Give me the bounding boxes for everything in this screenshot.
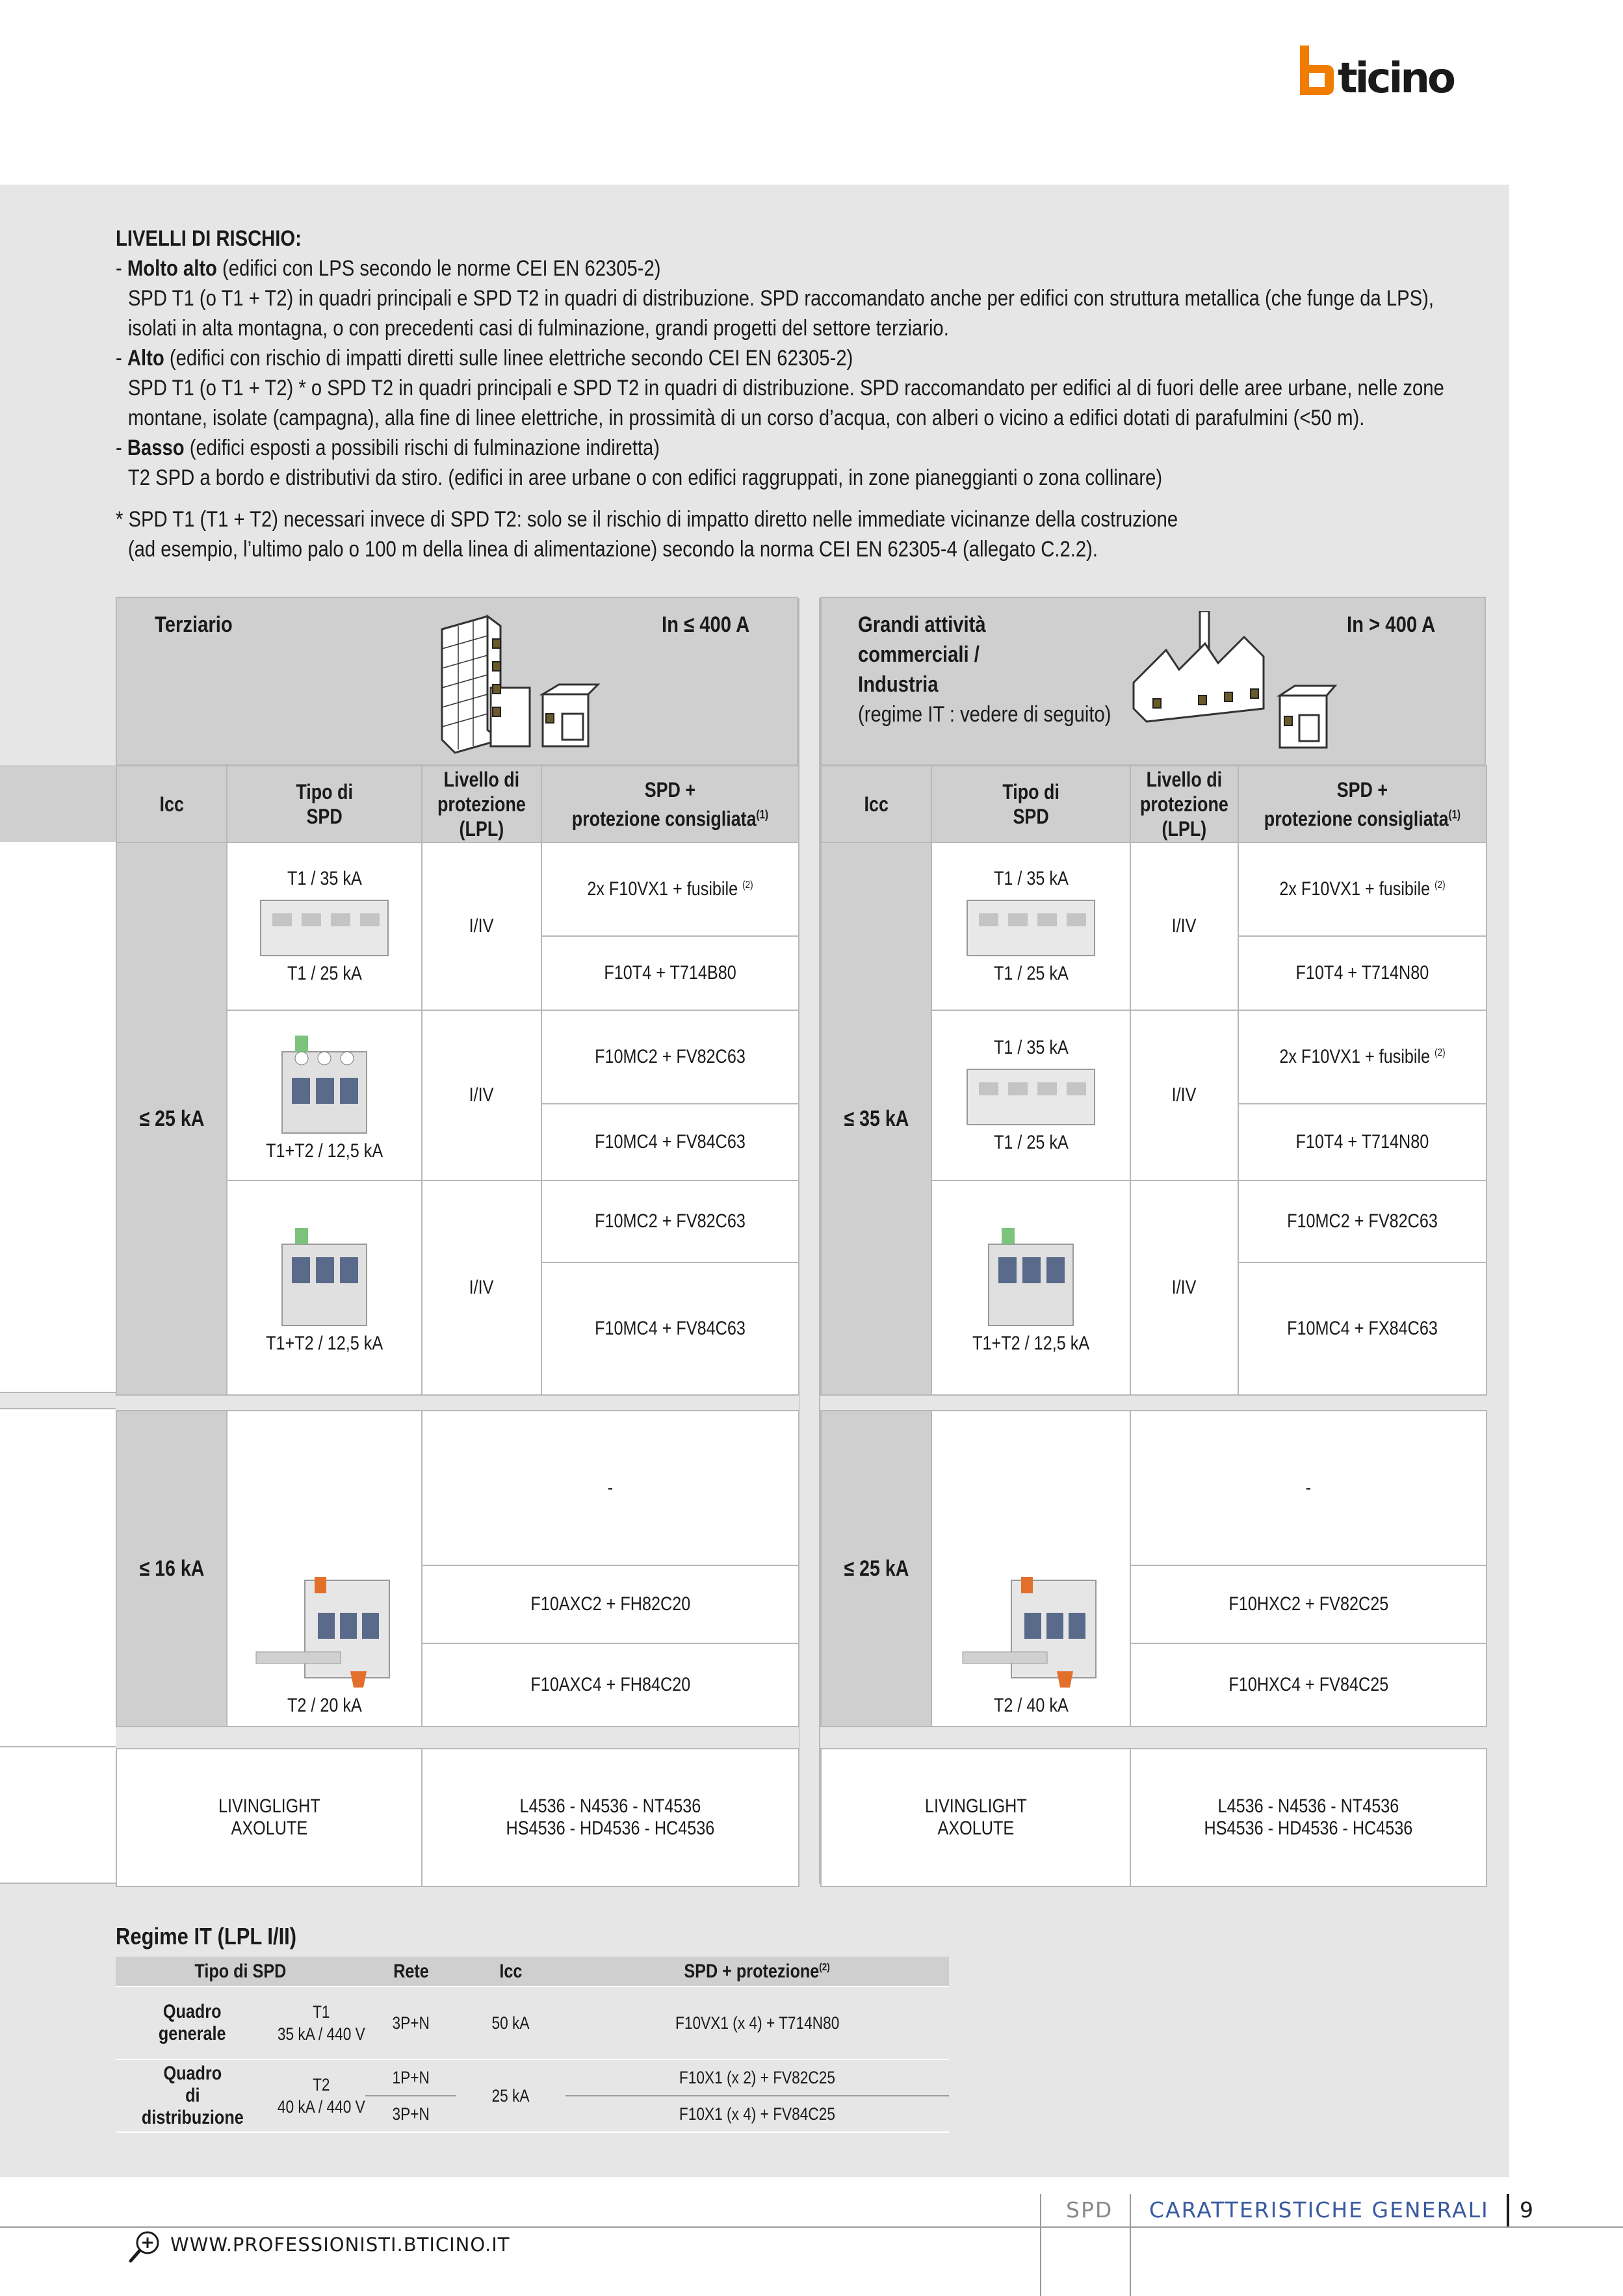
row-text: T2 <box>313 2075 330 2094</box>
spd-product: - <box>607 1477 614 1498</box>
col-text: Tipo di <box>296 780 353 803</box>
icc-cell <box>821 842 931 1395</box>
spd-type: T1 / 25 kA <box>993 963 1069 984</box>
spd-product-cell <box>422 1565 799 1643</box>
terziario-table <box>116 765 799 1887</box>
col-sup: (2) <box>819 1961 831 1973</box>
spd-t1t2-device-icon <box>276 1225 373 1329</box>
grandi-table <box>820 765 1487 1887</box>
regime-col-label: Icc <box>499 1960 523 1982</box>
row-gap <box>116 1727 799 1749</box>
risk-low-label: Basso <box>127 436 185 460</box>
product-sup: (2) <box>1435 1047 1446 1058</box>
dash: - <box>116 256 127 281</box>
col-tipo <box>227 766 422 842</box>
col-livello <box>1130 766 1238 842</box>
footer-divider <box>0 2226 1623 2228</box>
grandi-header <box>820 597 1486 766</box>
spd-product: F10MC2 + FV82C63 <box>1287 1210 1438 1232</box>
series-text: LIVINGLIGHT <box>218 1795 320 1817</box>
regime-col-spd <box>565 1957 949 1987</box>
spd-type: T1 / 35 kA <box>287 868 362 889</box>
footer-separator <box>1507 2194 1509 2226</box>
col-icc <box>821 766 931 842</box>
regime-col-rete <box>365 1957 456 1987</box>
spd-type: T1 / 25 kA <box>993 1132 1069 1153</box>
regime-title: Regime IT (LPL I/II) <box>116 1923 297 1950</box>
icc-cell <box>116 842 227 1395</box>
spd-t1t2-device-icon <box>982 1225 1080 1329</box>
grandi-title-line: commerciali / <box>858 642 980 667</box>
product-text: 2x F10VX1 + fusibile <box>1279 1046 1431 1067</box>
spd-type-cell <box>931 1181 1130 1395</box>
spd-product-cell <box>1130 1643 1487 1727</box>
spd-product: - <box>1305 1477 1312 1498</box>
series-text: AXOLUTE <box>937 1818 1014 1839</box>
col-icc-label: Icc <box>159 792 184 816</box>
col-text: SPD + protezione <box>684 1960 820 1982</box>
spd-product-cell <box>1130 1565 1487 1643</box>
regime-rete <box>365 1987 456 2059</box>
regime-rete <box>365 2059 456 2096</box>
col-spd <box>541 766 799 842</box>
regime-col-label <box>684 1961 830 1983</box>
lpl-value: I/IV <box>469 1084 494 1106</box>
lpl-value: I/IV <box>1172 1277 1197 1298</box>
spd-type: T1 / 35 kA <box>993 868 1069 889</box>
regime-table <box>116 1957 949 2133</box>
icc-cell <box>821 1411 931 1727</box>
regime-row-label <box>116 1987 269 2059</box>
series-products-cell <box>1130 1749 1487 1886</box>
regime-spd <box>565 2096 949 2132</box>
footer-separator <box>1040 2194 1041 2296</box>
spd-product: F10MC4 + FV84C63 <box>595 1318 746 1339</box>
series <box>925 1795 1027 1840</box>
spd-product-cell <box>541 1010 799 1104</box>
series-products <box>1204 1795 1413 1840</box>
spd-type-cell <box>931 1411 1130 1727</box>
col-text: protezione <box>1140 792 1228 816</box>
spd-product-cell <box>1238 936 1487 1010</box>
col-text: (LPL) <box>459 817 504 841</box>
regime-type-text <box>278 2001 365 2045</box>
col-text: SPD + <box>1336 777 1388 802</box>
row-strip <box>0 1408 116 1747</box>
spd-type: T1 / 35 kA <box>993 1037 1069 1058</box>
col-text: protezione consigliata <box>571 807 757 831</box>
col-tipo-label <box>1002 779 1059 829</box>
row-text: di <box>185 2085 200 2106</box>
col-text: (LPL) <box>1162 817 1207 841</box>
col-spd-label <box>1264 777 1461 831</box>
risk-very-high-line: isolati in alta montagna, o con precedenti casi di fulminazione, grandi progetti del settore terziario. <box>127 316 949 341</box>
col-icc-label: Icc <box>864 792 889 816</box>
row-gap <box>821 1395 1487 1411</box>
risk-low-desc: (edifici esposti a possibili rischi di fulminazione indiretta) <box>184 436 660 460</box>
row-gap <box>821 1727 1487 1749</box>
col-text: Livello di <box>443 768 520 791</box>
col-sup: (1) <box>756 807 769 821</box>
lpl-value: I/IV <box>1172 1084 1197 1106</box>
series-products <box>506 1795 715 1840</box>
regime-rete-text: 3P+N <box>392 2013 430 2033</box>
regime-type <box>269 2059 365 2132</box>
regime-spd-text: F10VX1 (x 4) + T714N80 <box>675 2013 840 2033</box>
dash: - <box>116 346 127 371</box>
spd-t2-device-icon <box>253 1574 396 1691</box>
grandi-title-line: Industria <box>858 672 939 697</box>
icc-value: ≤ 16 kA <box>139 1556 204 1581</box>
col-tipo-label <box>296 779 353 829</box>
spd-product: F10AXC4 + FH84C20 <box>530 1674 690 1695</box>
spd-product-cell <box>1238 842 1487 936</box>
factory-icon <box>1127 611 1342 761</box>
page-number: 9 <box>1520 2197 1533 2223</box>
series-products-cell <box>422 1749 799 1886</box>
col-spd-label <box>572 777 768 831</box>
row-text: distribuzione <box>141 2107 244 2128</box>
lpl-cell <box>422 1010 541 1181</box>
col-text: protezione <box>437 792 526 816</box>
spd-type: T1+T2 / 12,5 kA <box>266 1333 383 1354</box>
spd-type-cell <box>227 1010 422 1181</box>
spd-product: F10MC2 + FV82C63 <box>595 1046 746 1067</box>
spd-product: F10MC4 + FX84C63 <box>1287 1318 1438 1339</box>
regime-col-icc <box>456 1957 565 1987</box>
grandi-title-note: (regime IT : vedere di seguito) <box>858 702 1111 727</box>
lpl-cell <box>1130 1010 1238 1181</box>
terziario-header <box>116 597 798 766</box>
footer-separator <box>1130 2194 1131 2296</box>
spd-t2-device-icon <box>959 1574 1102 1691</box>
col-text: SPD + <box>644 777 696 802</box>
spd-t1-device-icon <box>259 894 389 959</box>
spd-t1t2-device-icon <box>276 1032 373 1136</box>
spd-product-cell <box>541 1262 799 1395</box>
lpl-cell <box>422 842 541 1010</box>
icc-cell <box>116 1411 227 1727</box>
spd-product: F10HXC2 + FV82C25 <box>1228 1593 1388 1615</box>
col-livello-label <box>1140 767 1228 841</box>
spd-product-cell <box>1238 1010 1487 1104</box>
regime-rete-text: 1P+N <box>392 2068 430 2087</box>
footnote-line: (ad esempio, l’ultimo palo o 100 m della linea di alimentazione) secondo la norma CEI EN 62305-4 (allegato C.2.2). <box>127 537 1098 562</box>
row-gap <box>116 1395 799 1411</box>
footnote-line: * SPD T1 (T1 + T2) necessari invece di SPD T2: solo se il rischio di impatto diretto nelle immediate vicinanze della costruzione <box>116 507 1178 532</box>
regime-type <box>269 1987 365 2059</box>
regime-rete-text: 3P+N <box>392 2104 430 2124</box>
lpl-cell <box>1130 842 1238 1010</box>
spd-type: T1+T2 / 12,5 kA <box>972 1333 1089 1354</box>
regime-spd <box>565 2059 949 2096</box>
risk-high-label: Alto <box>127 346 164 371</box>
col-text: SPD <box>306 805 343 828</box>
grandi-in: In > 400 A <box>1347 612 1436 637</box>
grandi-title-line: Grandi attività <box>858 612 986 637</box>
regime-icc <box>456 1987 565 2059</box>
risk-high-line: SPD T1 (o T1 + T2) * o SPD T2 in quadri principali e SPD T2 in quadri di distribuzione. SPD raccomandato per edifici al di fuori delle aree urbane, nelle zone <box>127 376 1444 400</box>
regime-type-text <box>278 2074 365 2118</box>
spd-t1-device-icon <box>966 894 1096 959</box>
row-text: Quadro <box>163 2001 222 2022</box>
regime-row-label <box>116 2059 269 2132</box>
spd-product-cell <box>1238 1104 1487 1181</box>
series-cell <box>821 1749 1130 1886</box>
spd-product: F10AXC2 + FH82C20 <box>530 1593 690 1615</box>
spd-product-cell <box>422 1643 799 1727</box>
row-text: 35 kA / 440 V <box>277 2024 365 2044</box>
grandi-title <box>858 610 1111 729</box>
website-link[interactable]: WWW.PROFESSIONISTI.BTICINO.IT <box>170 2234 510 2256</box>
spd-type-cell <box>227 1181 422 1395</box>
spd-t1-device-icon <box>966 1063 1096 1128</box>
dash: - <box>116 436 127 460</box>
regime-col-tipo <box>116 1957 365 1987</box>
lpl-value: I/IV <box>469 915 494 937</box>
row-strip <box>0 1746 116 1884</box>
regime-spd <box>565 1987 949 2059</box>
col-sup: (1) <box>1448 807 1461 821</box>
risk-very-high-line: SPD T1 (o T1 + T2) in quadri principali e SPD T2 in quadri di distribuzione. SPD raccomandato anche per edifici con struttura metallica (che funge da LPS), <box>127 286 1435 311</box>
col-text: Livello di <box>1146 768 1223 791</box>
regime-spd-text: F10X1 (x 4) + FV84C25 <box>679 2104 836 2124</box>
spd-type-cell <box>931 1010 1130 1181</box>
spd-product-cell <box>541 1104 799 1181</box>
row-strip <box>0 765 116 842</box>
regime-icc <box>456 2059 565 2132</box>
risk-very-high-desc: (edifici con LPS secondo le norme CEI EN 62305-2) <box>216 256 661 281</box>
regime-rete <box>365 2096 456 2132</box>
row-text: T1 <box>313 2002 330 2022</box>
col-icc <box>116 766 227 842</box>
terziario-title: Terziario <box>155 612 233 637</box>
lpl-cell <box>1130 1181 1238 1395</box>
spd-product-cell <box>541 936 799 1010</box>
series-text: LIVINGLIGHT <box>924 1795 1027 1817</box>
product-text: 2x F10VX1 + fusibile <box>1279 878 1431 900</box>
regime-spd-text: F10X1 (x 2) + FV82C25 <box>679 2068 836 2087</box>
lpl-cell <box>422 1181 541 1395</box>
row-text: generale <box>159 2023 226 2044</box>
spd-type: T2 / 20 kA <box>287 1695 362 1716</box>
spd-product-cell <box>541 1181 799 1262</box>
product-text: L4536 - N4536 - NT4536 <box>519 1795 701 1817</box>
row-text: Quadro <box>163 2063 222 2084</box>
col-text: SPD <box>1013 805 1049 828</box>
icc-value: ≤ 35 kA <box>844 1106 909 1131</box>
series <box>218 1795 320 1840</box>
product-sup: (2) <box>742 880 753 891</box>
spd-product <box>1279 1046 1445 1068</box>
spd-product: F10T4 + T714N80 <box>1295 1131 1429 1153</box>
icc-value: ≤ 25 kA <box>844 1556 909 1581</box>
risk-title: LIVELLI DI RISCHIO: <box>116 226 302 251</box>
lpl-value: I/IV <box>1172 915 1197 937</box>
risk-levels-text <box>116 224 1451 564</box>
spd-product-cell <box>1238 1262 1487 1395</box>
spd-type-cell <box>227 842 422 1010</box>
risk-high-line: montane, isolate (campagna), alla fine di linee elettriche, in prossimità di un corso d’acqua, con alberi o vicino a edifici dotati di parafulmini (<50 m). <box>127 406 1365 430</box>
spd-product-cell <box>541 842 799 936</box>
spd-product-cell <box>422 1411 799 1565</box>
footer-section-title: CARATTERISTICHE GENERALI <box>1149 2197 1489 2223</box>
spd-type: T1 / 25 kA <box>287 963 362 984</box>
risk-very-high-label: Molto alto <box>127 256 217 281</box>
icc-value: ≤ 25 kA <box>139 1106 204 1131</box>
regime-row-text <box>142 2063 244 2129</box>
row-strip <box>0 842 116 1393</box>
spd-type-cell <box>227 1411 422 1727</box>
series-cell <box>116 1749 422 1886</box>
lpl-value: I/IV <box>469 1277 494 1298</box>
product-text: L4536 - N4536 - NT4536 <box>1217 1795 1399 1817</box>
regime-icc-text: 50 kA <box>492 2013 530 2033</box>
spd-product: F10T4 + T714N80 <box>1295 962 1429 984</box>
risk-high-desc: (edifici con rischio di impatti diretti sulle linee elettriche secondo CEI EN 62305-2) <box>164 346 853 371</box>
regime-col-label: Tipo di SPD <box>194 1960 287 1982</box>
spd-product-cell <box>1130 1411 1487 1565</box>
risk-low-line: T2 SPD a bordo e distributivi da stiro. (edifici in aree urbane o con edifici raggruppati, in zone pianeggianti o zona collinare) <box>127 465 1163 490</box>
terziario-in: In ≤ 400 A <box>662 612 750 637</box>
bticino-logo <box>1300 46 1511 95</box>
col-text: protezione consigliata <box>1264 807 1449 831</box>
col-tipo <box>931 766 1130 842</box>
regime-row-text <box>159 2001 226 2045</box>
spd-type: T2 / 40 kA <box>993 1695 1069 1716</box>
col-spd <box>1238 766 1487 842</box>
product-sup: (2) <box>1435 880 1446 891</box>
gap-divider <box>798 598 820 1884</box>
regime-col-label: Rete <box>393 1960 429 1982</box>
office-building-icon <box>429 610 611 759</box>
spd-product <box>587 878 753 900</box>
spd-type: T1+T2 / 12,5 kA <box>266 1140 383 1162</box>
spd-product: F10T4 + T714B80 <box>604 962 736 984</box>
col-livello-label <box>437 767 526 841</box>
spd-product <box>1279 878 1445 900</box>
product-text: 2x F10VX1 + fusibile <box>587 878 738 900</box>
spd-product: F10HXC4 + FV84C25 <box>1228 1674 1388 1695</box>
spd-product: F10MC4 + FV84C63 <box>595 1131 746 1153</box>
col-text: Tipo di <box>1002 780 1059 803</box>
col-livello <box>422 766 541 842</box>
product-text: HS4536 - HD4536 - HC4536 <box>506 1818 715 1839</box>
spd-product: F10MC2 + FV82C63 <box>595 1210 746 1232</box>
spd-product-cell <box>1238 1181 1487 1262</box>
zoom-in-icon <box>127 2228 163 2265</box>
spd-type-cell <box>931 842 1130 1010</box>
footer-section-spd: SPD <box>1066 2197 1113 2223</box>
series-text: AXOLUTE <box>231 1818 307 1839</box>
svg-text:ticino: ticino <box>1338 55 1453 95</box>
regime-icc-text: 25 kA <box>492 2086 530 2106</box>
product-text: HS4536 - HD4536 - HC4536 <box>1204 1818 1413 1839</box>
row-text: 40 kA / 440 V <box>277 2097 365 2117</box>
